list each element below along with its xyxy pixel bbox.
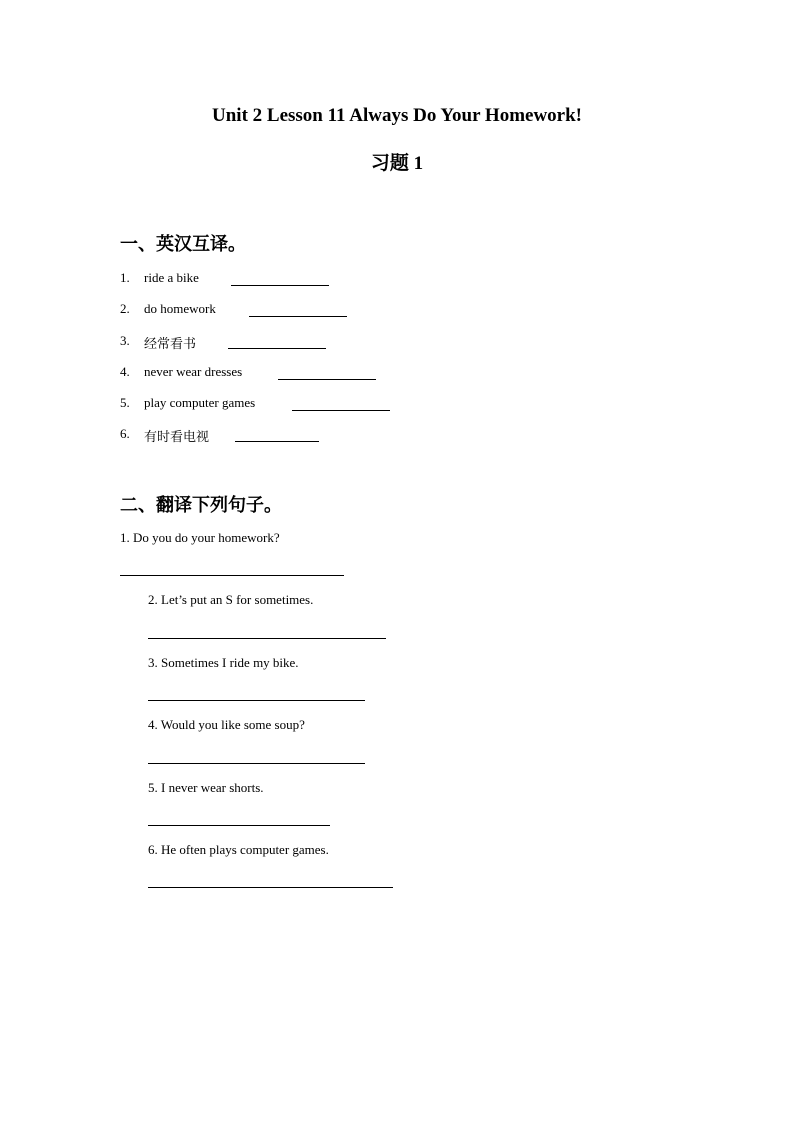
vocab-item-5-answer-blank[interactable]	[292, 410, 390, 411]
sentence-4-text: 4. Would you like some soup?	[148, 717, 305, 732]
sentence-2-answer-line[interactable]	[148, 638, 386, 639]
vocab-item-5-text: play computer games	[144, 395, 256, 410]
section-2-heading: 二、翻译下列句子。	[120, 495, 282, 515]
vocab-item-2-answer-blank[interactable]	[249, 316, 347, 317]
vocab-item-4-text: never wear dresses	[144, 364, 243, 379]
sentence-5-text: 5. I never wear shorts.	[148, 780, 264, 795]
vocab-item-3-text: 经常看书	[144, 336, 197, 351]
vocab-item-6-answer-blank[interactable]	[235, 441, 319, 442]
sentence-6-answer-line[interactable]	[148, 887, 393, 888]
sentence-4-answer-line[interactable]	[148, 763, 365, 764]
vocab-item-6-number: 6.	[120, 426, 130, 441]
vocab-item-4-number: 4.	[120, 364, 130, 379]
section-1-heading: 一、英汉互译。	[120, 234, 246, 254]
vocab-item-6-text: 有时看电视	[144, 429, 210, 444]
vocab-item-5-number: 5.	[120, 395, 130, 410]
vocab-item-4-answer-blank[interactable]	[278, 379, 376, 380]
vocab-item-1-text: ride a bike	[144, 270, 199, 285]
sentence-2-text: 2. Let’s put an S for sometimes.	[148, 592, 314, 607]
sentence-6-text: 6. He often plays computer games.	[148, 842, 329, 857]
sentence-3-answer-line[interactable]	[148, 700, 365, 701]
page-title: Unit 2 Lesson 11 Always Do Your Homework!	[212, 105, 582, 126]
vocab-item-1-answer-blank[interactable]	[231, 285, 329, 286]
vocab-item-2-number: 2.	[120, 301, 130, 316]
sentence-1-answer-line[interactable]	[120, 575, 344, 576]
sentence-1-text: 1. Do you do your homework?	[120, 530, 280, 545]
vocab-item-2-text: do homework	[144, 301, 216, 316]
sentence-5-answer-line[interactable]	[148, 825, 330, 826]
sentence-3-text: 3. Sometimes I ride my bike.	[148, 655, 299, 670]
vocab-item-3-answer-blank[interactable]	[228, 348, 326, 349]
page-subtitle: 习题 1	[370, 153, 424, 174]
vocab-item-1-number: 1.	[120, 270, 130, 285]
vocab-item-3-number: 3.	[120, 333, 130, 348]
